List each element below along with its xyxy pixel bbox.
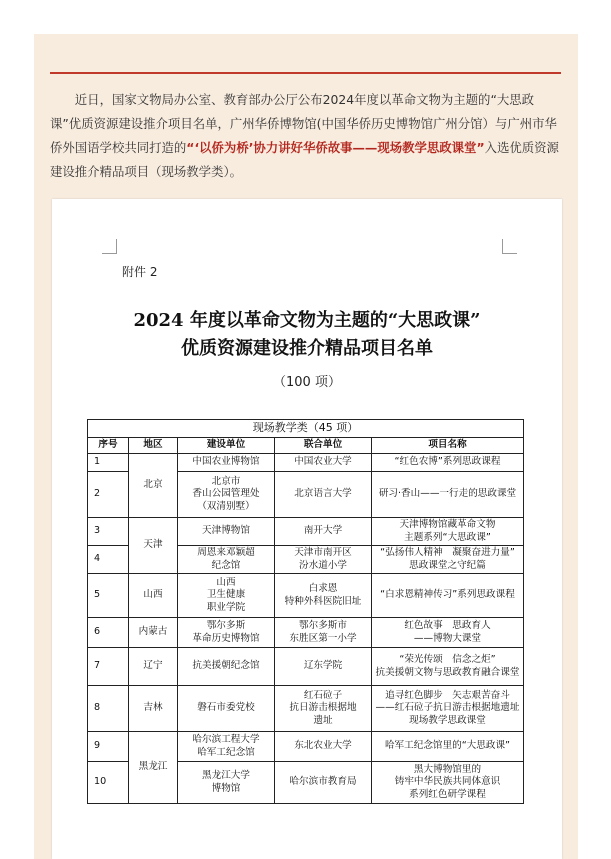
row-builder: 山西 卫生健康 职业学院 xyxy=(178,574,275,618)
document-title xyxy=(52,307,562,363)
row-partner: 南开大学 xyxy=(275,518,372,546)
row-region: 北京 xyxy=(129,454,178,518)
row-project: 黑大博物馆里的 铸牢中华民族共同体意识 系列红色研学课程 xyxy=(372,762,524,804)
row-no: 7 xyxy=(88,648,129,686)
row-no: 2 xyxy=(88,472,129,518)
row-project: “红色农博”系列思政课程 xyxy=(372,454,524,472)
row-partner: 鄂尔多斯市 东胜区第一小学 xyxy=(275,618,372,648)
table-row xyxy=(88,518,524,546)
row-no: 6 xyxy=(88,618,129,648)
header-no: 序号 xyxy=(88,438,129,454)
row-partner: 天津市南开区 汾水道小学 xyxy=(275,546,372,574)
intro-text-2: 入选优质资源建设推介精品项目（现场教学类）。 xyxy=(50,140,559,179)
intro-text-1: 近日，国家文物局办公室、教育部办公厅公布2024年度以革命文物为主题的“大思政课”优质资源建设推介项目名单，广州华侨博物馆(中国华侨历史博物馆广州分馆）与广州市华侨外国语学校共同打造的 xyxy=(50,92,557,155)
attachment-label: 附件 2 xyxy=(122,265,158,279)
header-partner: 联合单位 xyxy=(275,438,372,454)
table-row xyxy=(88,574,524,618)
project-count: （100 项） xyxy=(273,375,341,390)
row-builder: 黑龙江大学 博物馆 xyxy=(178,762,275,804)
crop-mark-left xyxy=(102,239,117,254)
row-project: 红色故事 思政育人 ——博物大课堂 xyxy=(372,618,524,648)
row-project: 研习·香山——一行走的思政课堂 xyxy=(372,472,524,518)
row-project: 天津博物馆藏革命文物 主题系列“大思政课” xyxy=(372,518,524,546)
row-region: 天津 xyxy=(129,518,178,574)
header-region: 地区 xyxy=(129,438,178,454)
crop-mark-right xyxy=(502,239,517,254)
row-project: “荣光传颂 信念之炬” 抗美援朝文物与思政教育融合课堂 xyxy=(372,648,524,686)
row-region: 辽宁 xyxy=(129,648,178,686)
row-no: 1 xyxy=(88,454,129,472)
row-project: “弘扬伟人精神 凝聚奋进力量” 思政课堂之守纪篇 xyxy=(372,546,524,574)
row-no: 4 xyxy=(88,546,129,574)
row-builder: 鄂尔多斯 革命历史博物馆 xyxy=(178,618,275,648)
row-project: “白求恩精神传习”系列思政课程 xyxy=(372,574,524,618)
table-row xyxy=(88,454,524,472)
document-image xyxy=(52,199,562,859)
table-row xyxy=(88,618,524,648)
title-line-1: 2024 年度以革命文物为主题的“大思政课” xyxy=(133,310,481,331)
row-partner: 辽东学院 xyxy=(275,648,372,686)
row-partner: 中国农业大学 xyxy=(275,454,372,472)
row-region: 吉林 xyxy=(129,686,178,732)
row-builder: 抗美援朝纪念馆 xyxy=(178,648,275,686)
row-builder: 天津博物馆 xyxy=(178,518,275,546)
row-region: 黑龙江 xyxy=(129,732,178,804)
row-no: 10 xyxy=(88,762,129,804)
row-partner: 红石砬子 抗日游击根据地 遗址 xyxy=(275,686,372,732)
row-region: 山西 xyxy=(129,574,178,618)
row-builder: 磐石市委党校 xyxy=(178,686,275,732)
row-project: 追寻红色脚步 矢志艰苦奋斗 ——红石砬子抗日游击根据地遗址 现场教学思政课堂 xyxy=(372,686,524,732)
row-partner: 哈尔滨市教育局 xyxy=(275,762,372,804)
table-row xyxy=(88,648,524,686)
row-partner: 东北农业大学 xyxy=(275,732,372,762)
table-row xyxy=(88,732,524,762)
row-partner: 白求恩 特种外科医院旧址 xyxy=(275,574,372,618)
intro-paragraph xyxy=(50,88,564,184)
row-builder: 中国农业博物馆 xyxy=(178,454,275,472)
header-row xyxy=(88,438,524,454)
header-project: 项目名称 xyxy=(372,438,524,454)
title-line-2: 优质资源建设推介精品项目名单 xyxy=(181,338,433,359)
row-partner: 北京语言大学 xyxy=(275,472,372,518)
row-no: 3 xyxy=(88,518,129,546)
header-builder: 建设单位 xyxy=(178,438,275,454)
project-table xyxy=(87,419,524,804)
row-builder: 哈尔滨工程大学 哈军工纪念馆 xyxy=(178,732,275,762)
divider-rule xyxy=(50,72,561,74)
row-no: 5 xyxy=(88,574,129,618)
intro-highlight: “‘以侨为桥’协力讲好华侨故事——现场教学思政课堂” xyxy=(186,140,485,155)
row-builder: 北京市 香山公园管理处 （双清别墅） xyxy=(178,472,275,518)
table-row xyxy=(88,686,524,732)
row-project: 哈军工纪念馆里的“大思政课” xyxy=(372,732,524,762)
row-no: 8 xyxy=(88,686,129,732)
category-caption: 现场教学类（45 项） xyxy=(88,420,524,438)
row-builder: 周恩来邓颖超 纪念馆 xyxy=(178,546,275,574)
row-no: 9 xyxy=(88,732,129,762)
row-region: 内蒙古 xyxy=(129,618,178,648)
